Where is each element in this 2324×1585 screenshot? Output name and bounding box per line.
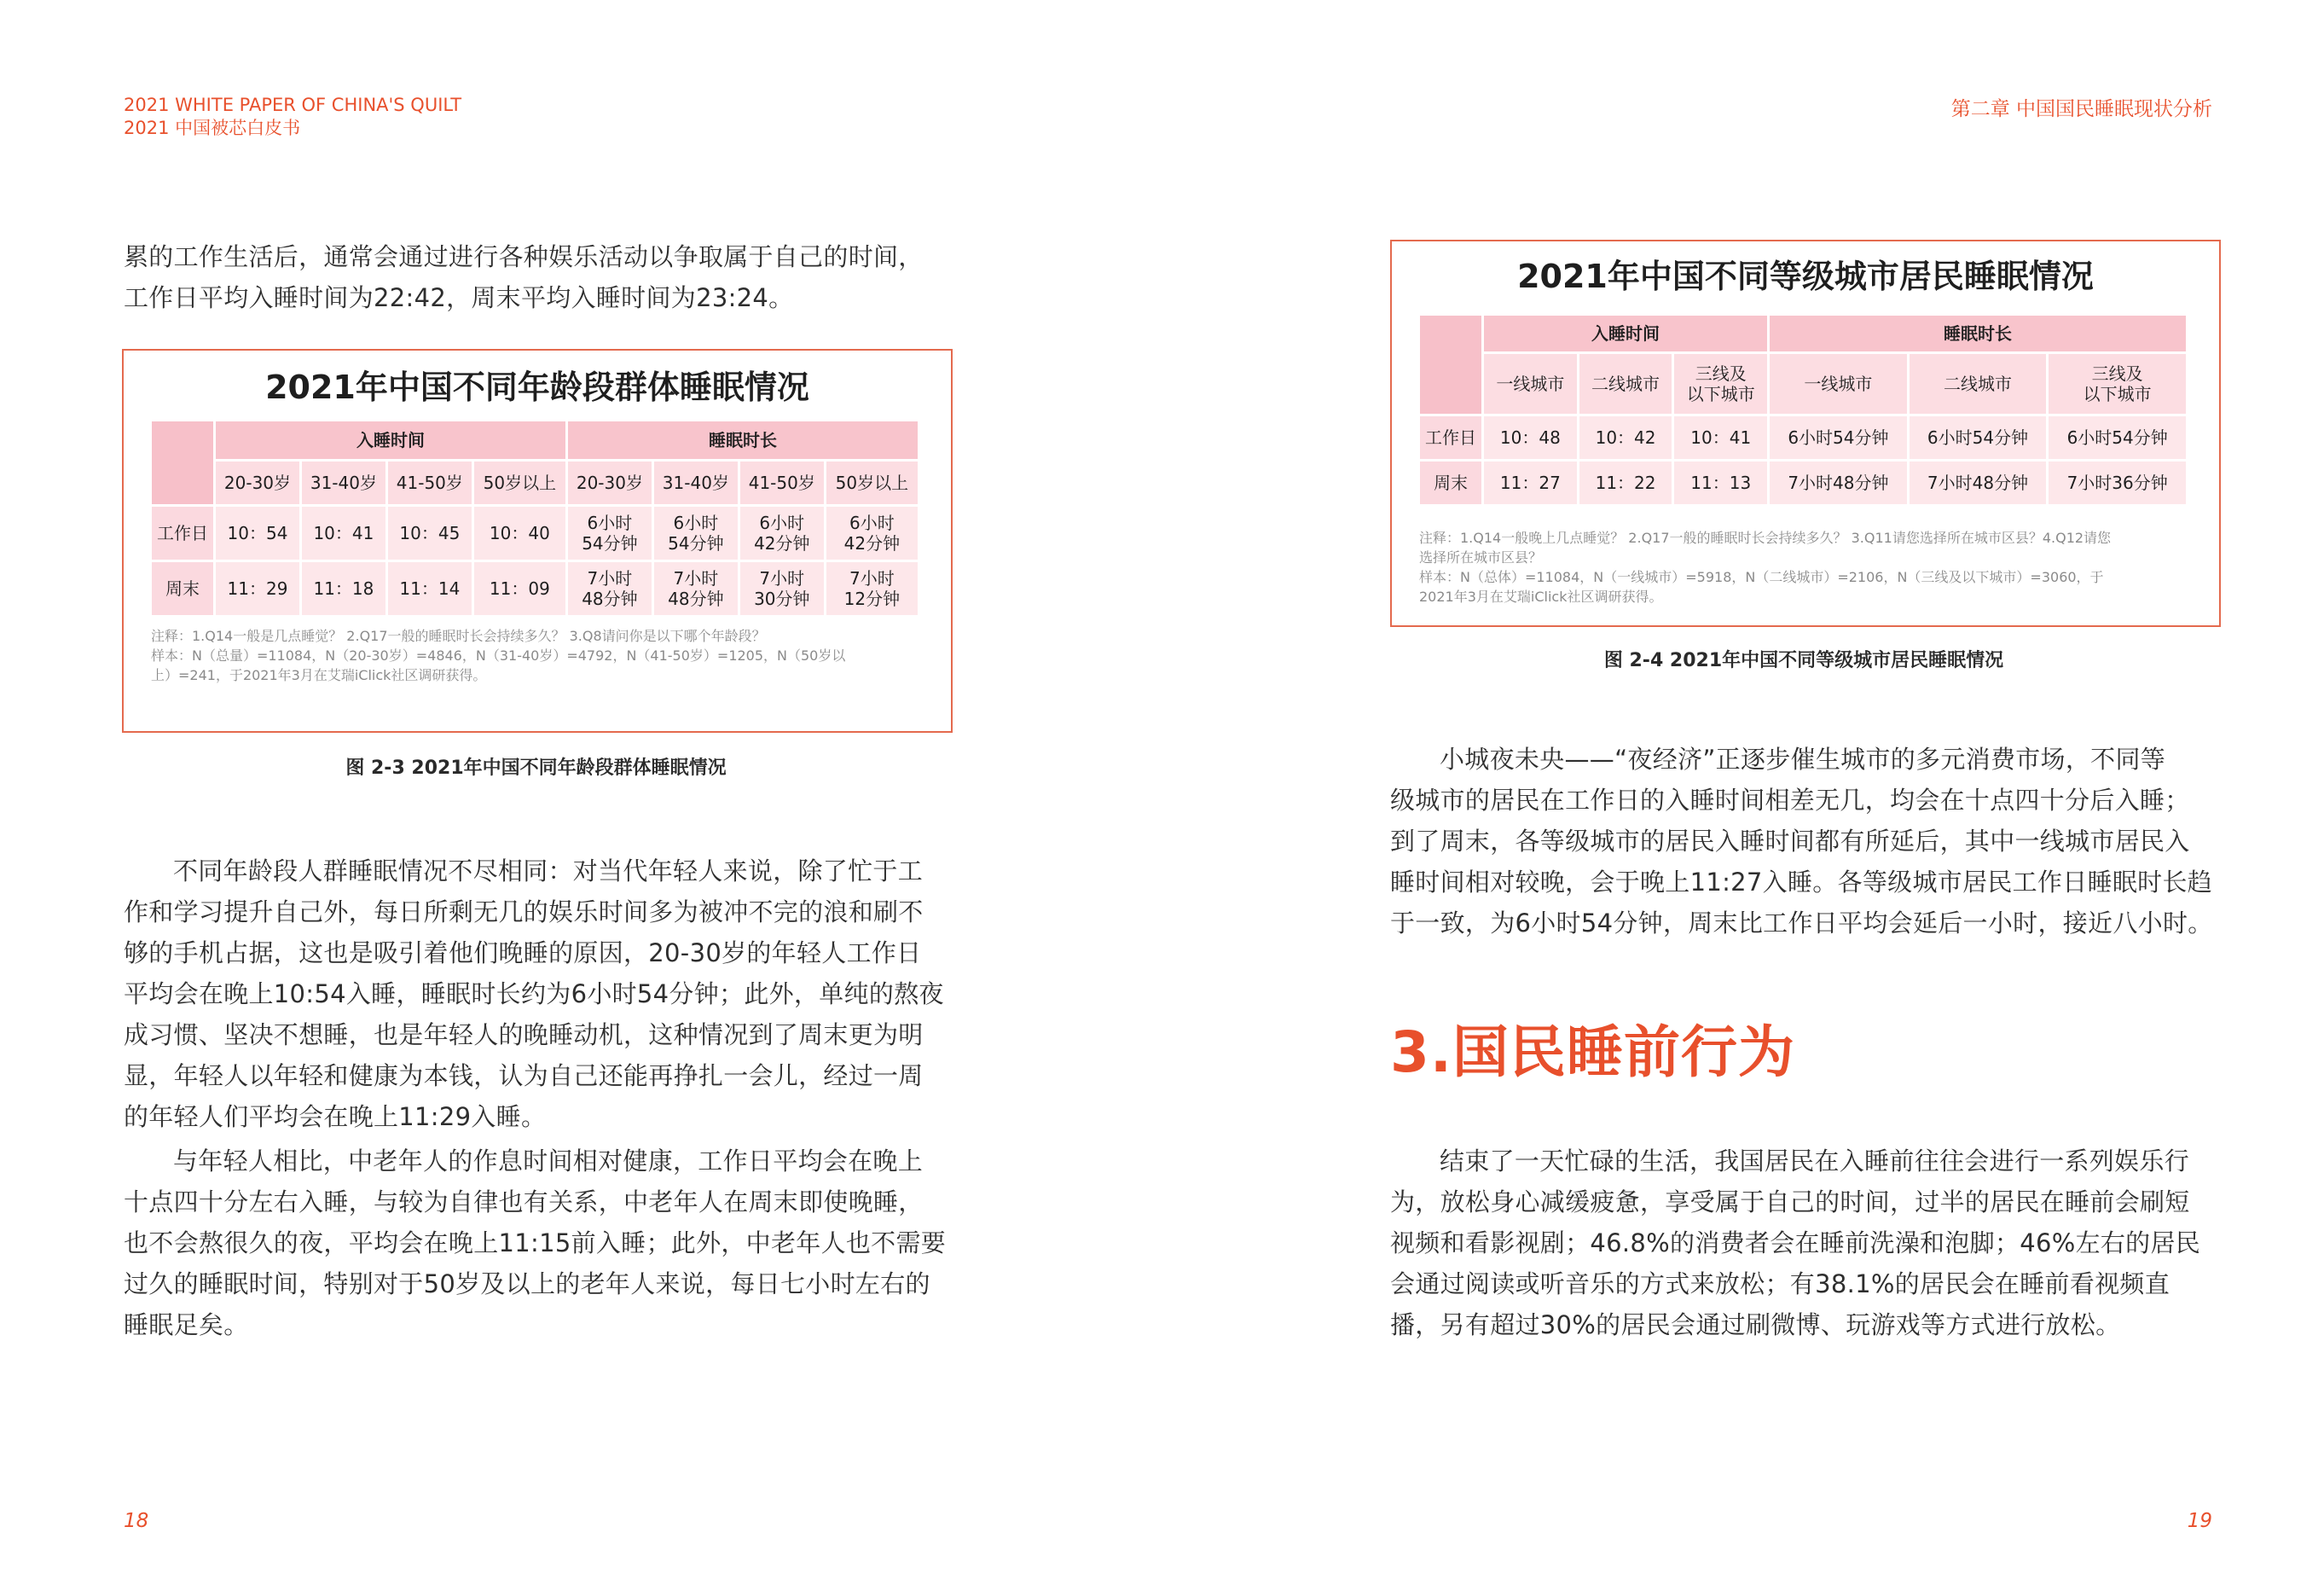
figure-title: 2021年中国不同年龄段群体睡眠情况 [265, 369, 809, 406]
text-line: 小城夜未央——“夜经济”正逐步催生城市的多元消费市场，不同等 [1440, 745, 2166, 774]
row-header-workday: 工作日 [152, 507, 213, 560]
body-paragraph [1390, 1141, 2217, 1345]
text-line: 结束了一天忙碌的生活，我国居民在入睡前往往会进行一系列娱乐行 [1440, 1147, 2190, 1176]
column-header: 50岁以上 [826, 462, 918, 504]
table-cell: 6小时54分钟 [2049, 416, 2186, 459]
table-cell: 11：18 [302, 562, 385, 615]
column-header: 二线城市 [1910, 354, 2047, 414]
text-line: 睡时间相对较晚，会于晚上11:27入睡。各等级城市居民工作日睡眠时长趋 [1390, 868, 2213, 897]
table-cell: 10：40 [474, 507, 565, 560]
text-line: 级城市的居民在工作日的入睡时间相差无几，均会在十点四十分后入睡； [1390, 786, 2190, 815]
text-line: 为，放松身心减缓疲惫，享受属于自己的时间，过半的居民在睡前会刷短 [1390, 1187, 2190, 1216]
table-cell: 6小时 54分钟 [568, 507, 652, 560]
row-header-weekend: 周末 [1420, 462, 1481, 504]
text-line: 的年轻人们平均会在晚上11:29入睡。 [124, 1102, 547, 1131]
figure-caption: 图 2-4 2021年中国不同等级城市居民睡眠情况 [1603, 650, 2004, 671]
text-line: 与年轻人相比，中老年人的作息时间相对健康，工作日平均会在晚上 [173, 1147, 924, 1176]
data-table-age [149, 419, 920, 618]
table-row [152, 507, 918, 560]
table-corner [152, 421, 213, 504]
figure-title: 2021年中国不同等级城市居民睡眠情况 [1517, 258, 2094, 295]
figure-city-tiers [1390, 240, 2221, 627]
note-line: 样本：N（总量）=11084，N（20-30岁）=4846，N（31-40岁）=4792，N（41-50岁）=1205，N（50岁以 [151, 647, 846, 664]
table-cell: 11：22 [1579, 462, 1672, 504]
column-header: 41-50岁 [740, 462, 824, 504]
table-corner [1420, 316, 1481, 414]
column-header: 20-30岁 [216, 462, 299, 504]
table-cell: 7小时 48分钟 [568, 562, 652, 615]
table-cell: 11：14 [388, 562, 472, 615]
page-number-left: 18 [124, 1510, 149, 1532]
column-header: 三线及 以下城市 [1674, 354, 1767, 414]
table-cell: 7小时36分钟 [2049, 462, 2186, 504]
table-cell: 6小时54分钟 [1770, 416, 1907, 459]
table-row [152, 562, 918, 615]
table-cell: 10：54 [216, 507, 299, 560]
right-page [1162, 0, 2323, 1585]
table-cell: 11：13 [1674, 462, 1767, 504]
note-line: 选择所在城市区县？ [1419, 549, 1543, 566]
body-paragraph [1390, 739, 2217, 943]
table-row [1420, 416, 2186, 459]
group-header-bedtime: 入睡时间 [1484, 316, 1767, 351]
running-header-right: 第二章 中国国民睡眠现状分析 [1950, 98, 2212, 120]
header-title-cn: 2021 中国被芯白皮书 [124, 118, 301, 138]
text-line: 于一致，为6小时54分钟，周末比工作日平均会延后一小时，接近八小时。 [1390, 909, 2213, 938]
text-line: 过久的睡眠时间，特别对于50岁及以上的老年人来说，每日七小时左右的 [124, 1269, 930, 1298]
text-line: 累的工作生活后，通常会通过进行各种娱乐活动以争取属于自己的时间， [124, 242, 924, 271]
text-line: 播，另有超过30%的居民会通过刷微博、玩游戏等方式进行放松。 [1390, 1310, 2121, 1339]
text-line: 视频和看影视剧；46.8%的消费者会在睡前洗澡和泡脚；46%左右的居民 [1390, 1228, 2201, 1257]
text-line: 够的手机占据，这也是吸引着他们晚睡的原因，20-30岁的年轻人工作日 [124, 938, 922, 967]
text-line: 成习惯、坚决不想睡，也是年轻人的晚睡动机，这种情况到了周末更为明 [124, 1020, 924, 1049]
text-line: 作和学习提升自己外，每日所剩无几的娱乐时间多为被冲不完的浪和刷不 [124, 897, 924, 926]
table-cell: 6小时 54分钟 [654, 507, 738, 560]
note-line: 样本：N（总体）=11084，N（一线城市）=5918，N（二线城市）=2106，N（三线及以下城市）=3060，于 [1419, 569, 2104, 585]
text-line: 也不会熬很久的夜，平均会在晚上11:15前入睡；此外，中老年人也不需要 [124, 1228, 947, 1257]
data-table-city [1417, 313, 2188, 507]
text-line: 不同年龄段人群睡眠情况不尽相同：对当代年轻人来说，除了忙于工 [173, 856, 924, 885]
column-header: 二线城市 [1579, 354, 1672, 414]
table-cell: 7小时48分钟 [1770, 462, 1907, 504]
table-cell: 7小时 30分钟 [740, 562, 824, 615]
group-header-bedtime: 入睡时间 [216, 421, 565, 459]
row-header-weekend: 周末 [152, 562, 213, 615]
table-cell: 10：45 [388, 507, 472, 560]
body-paragraph [124, 1141, 955, 1345]
intro-paragraph [124, 236, 955, 318]
column-header: 一线城市 [1770, 354, 1907, 414]
table-cell: 6小时 42分钟 [826, 507, 918, 560]
text-line: 睡眠足矣。 [124, 1310, 249, 1339]
table-cell: 7小时48分钟 [1910, 462, 2047, 504]
column-header: 三线及 以下城市 [2049, 354, 2186, 414]
figure-age-groups [122, 349, 953, 733]
table-row [1420, 462, 2186, 504]
text-line: 显，年轻人以年轻和健康为本钱，认为自己还能再挣扎一会儿，经过一周 [124, 1061, 924, 1090]
running-header-left [124, 94, 461, 140]
page-number-right: 19 [2187, 1510, 2212, 1532]
text-line: 到了周末，各等级城市的居民入睡时间都有所延后，其中一线城市居民入 [1390, 827, 2190, 856]
table-cell: 10：42 [1579, 416, 1672, 459]
table-cell: 10：48 [1484, 416, 1577, 459]
figure-caption: 图 2-3 2021年中国不同年龄段群体睡眠情况 [345, 758, 727, 779]
column-header: 41-50岁 [388, 462, 472, 504]
group-header-duration: 睡眠时长 [568, 421, 918, 459]
text-line: 十点四十分左右入睡，与较为自律也有关系，中老年人在周末即使晚睡， [124, 1187, 924, 1216]
header-title-en: 2021 WHITE PAPER OF CHINA'S QUILT [124, 95, 462, 115]
note-line: 注释：1.Q14一般是几点睡觉？ 2.Q17一般的睡眠时长会持续多久？ 3.Q8请问你是以下哪个年龄段？ [151, 628, 766, 644]
figure-note [151, 626, 927, 685]
table-cell: 7小时 48分钟 [654, 562, 738, 615]
body-paragraph [124, 851, 955, 1137]
row-header-workday: 工作日 [1420, 416, 1481, 459]
column-header: 一线城市 [1484, 354, 1577, 414]
text-line: 平均会在晚上10:54入睡，睡眠时长约为6小时54分钟；此外，单纯的熬夜 [124, 979, 944, 1008]
table-cell: 11：29 [216, 562, 299, 615]
table-cell: 11：09 [474, 562, 565, 615]
table-cell: 10：41 [1674, 416, 1767, 459]
group-header-duration: 睡眠时长 [1770, 316, 2186, 351]
column-header: 20-30岁 [568, 462, 652, 504]
table-cell: 7小时 12分钟 [826, 562, 918, 615]
text-line: 工作日平均入睡时间为22:42，周末平均入睡时间为23:24。 [124, 283, 794, 312]
figure-note [1419, 528, 2195, 607]
column-header: 31-40岁 [654, 462, 738, 504]
table-cell: 6小时54分钟 [1910, 416, 2047, 459]
table-cell: 6小时 42分钟 [740, 507, 824, 560]
note-line: 2021年3月在艾瑞iClick社区调研获得。 [1419, 589, 1663, 605]
text-line: 会通过阅读或听音乐的方式来放松；有38.1%的居民会在睡前看视频直 [1390, 1269, 2170, 1298]
note-line: 注释：1.Q14一般晚上几点睡觉？ 2.Q17一般的睡眠时长会持续多久？ 3.Q11请您选择所在城市区县？4.Q12请您 [1419, 530, 2112, 546]
note-line: 上）=241，于2021年3月在艾瑞iClick社区调研获得。 [151, 667, 487, 683]
section-title: 3.国民睡前行为 [1390, 1019, 1795, 1085]
table-cell: 11：27 [1484, 462, 1577, 504]
column-header: 50岁以上 [474, 462, 565, 504]
table-cell: 10：41 [302, 507, 385, 560]
column-header: 31-40岁 [302, 462, 385, 504]
